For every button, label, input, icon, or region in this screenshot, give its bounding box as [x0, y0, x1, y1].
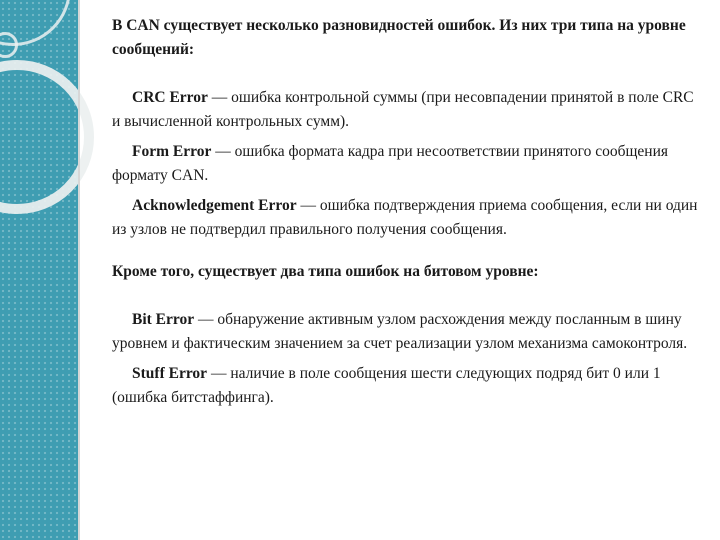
error-description: — обнаружение активным узлом расхождения между посланным в шину уровнем и фактическим значением за счет реализации узлом механизма самоконтроля.: [112, 311, 688, 352]
error-term: CRC Error: [132, 89, 208, 106]
error-item-ack: [112, 194, 704, 242]
error-item-crc: [112, 86, 704, 134]
error-item-form: [112, 140, 704, 188]
slide-content: [112, 14, 704, 410]
error-description: — ошибка формата кадра при несоответствии принятого сообщения формату CAN.: [112, 143, 668, 184]
error-description: — ошибка контрольной суммы (при несовпадении принятой в поле CRC и вычисленной контрольных сумм).: [112, 89, 694, 130]
bit-level-heading: Кроме того, существует два типа ошибок на битовом уровне:: [112, 263, 539, 280]
intro-heading: В CAN существует несколько разновидностей ошибок. Из них три типа на уровне сообщений:: [112, 17, 686, 58]
decorative-sidebar: [0, 0, 78, 540]
error-description: — наличие в поле сообщения шести следующих подряд бит 0 или 1 (ошибка битстаффинга).: [112, 365, 661, 406]
error-term: Stuff Error: [132, 365, 208, 382]
error-item-bit: [112, 308, 704, 356]
error-term: Bit Error: [132, 311, 195, 328]
sidebar-divider: [78, 0, 80, 540]
error-term: Acknowledgement Error: [132, 197, 297, 214]
error-term: Form Error: [132, 143, 212, 160]
error-item-stuff: [112, 362, 704, 410]
error-description: — ошибка подтверждения приема сообщения, если ни один из узлов не подтвердил правильного получения сообщения.: [112, 197, 698, 238]
